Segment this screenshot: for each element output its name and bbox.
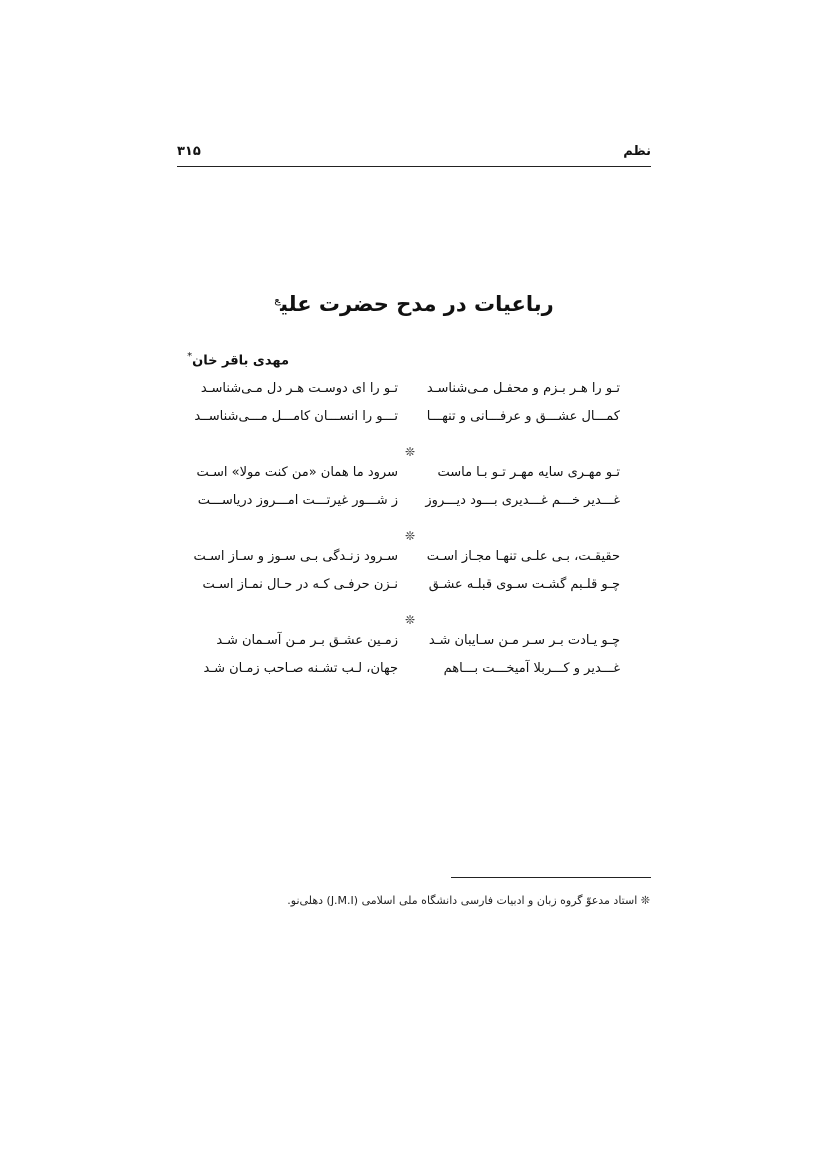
section-name: نظم [623, 144, 651, 159]
verse-line [200, 661, 620, 689]
footnote [287, 894, 650, 907]
hemistich-second: ز شـــور غیرتـــت امـــروز دریاســـت [197, 493, 398, 508]
verse-line [200, 633, 620, 661]
verse-line [200, 381, 620, 409]
poem-title-text: رباعیات در مدح حضرت علی [280, 292, 554, 316]
verse-line [193, 549, 620, 577]
verse-line [196, 465, 620, 493]
hemistich-first: کمـــال عشـــق و عرفـــانی و تنهـــا [426, 409, 620, 424]
quatrain-4 [200, 633, 620, 689]
hemistich-first: چـو یـادت بـر سـر مـن سـایبان شـد [428, 633, 620, 648]
author-name: مهدی باقر خان [192, 353, 289, 369]
hemistich-second: تـو را ای دوسـت هـر دل مـی‌شناسـد [200, 381, 398, 396]
hemistich-first: حقیقـت، بـی علـی تنهـا مجـاز اسـت [426, 549, 620, 564]
hemistich-first: غـــدیر خـــم غـــدیری بـــود دیـــروز [425, 493, 620, 508]
quatrain-1 [194, 381, 620, 437]
title-honorific: ع [274, 293, 281, 306]
page-number: ۳۱۵ [177, 144, 201, 159]
quatrain-2 [196, 465, 620, 521]
hemistich-first: تـو را هـر بـزم و محفـل مـی‌شناسـد [426, 381, 620, 396]
poem-title [177, 292, 651, 316]
page-header [177, 146, 651, 167]
hemistich-second: جهان، لـب تشـنه صـاحب زمـان شـد [203, 661, 398, 676]
footnote-mark-icon: ❊ [640, 894, 650, 907]
hemistich-second: سرود ما همان «من کنت مولا» اسـت [196, 465, 398, 480]
quatrain-3 [193, 549, 620, 605]
verse-line [194, 409, 620, 437]
hemistich-second: زمـین عشـق بـر مـن آسـمان شـد [216, 633, 398, 648]
poem-author [187, 351, 289, 368]
hemistich-second: سـرود زنـدگی بـی سـوز و سـاز اسـت [193, 549, 398, 564]
footnote-text: استاد مدعوّ گروه زبان و ادبیات فارسی دانشگاه ملی اسلامی (J.M.I) دهلی‌نو. [287, 894, 638, 907]
hemistich-second: تـــو را انســـان کامـــل مـــی‌شناســد [194, 409, 398, 424]
stanza-separator-icon: ❊ [404, 613, 416, 627]
hemistich-first: غـــدیر و کـــربلا آمیخـــت بـــاهم [443, 661, 620, 676]
hemistich-first: تـو مهـری سایه مهـر تـو بـا ماست [437, 465, 620, 480]
hemistich-first: چـو قلـبم گشـت سـوی قبلـه عشـق [428, 577, 620, 592]
author-footnote-mark: * [187, 351, 193, 362]
verse-line [197, 493, 620, 521]
verse-line [200, 577, 620, 605]
stanza-separator-icon: ❊ [404, 529, 416, 543]
stanza-separator-icon: ❊ [404, 445, 416, 459]
hemistich-second: نـزن حرفـی کـه در حـال نمـاز اسـت [202, 577, 398, 592]
footnote-divider [451, 877, 651, 878]
